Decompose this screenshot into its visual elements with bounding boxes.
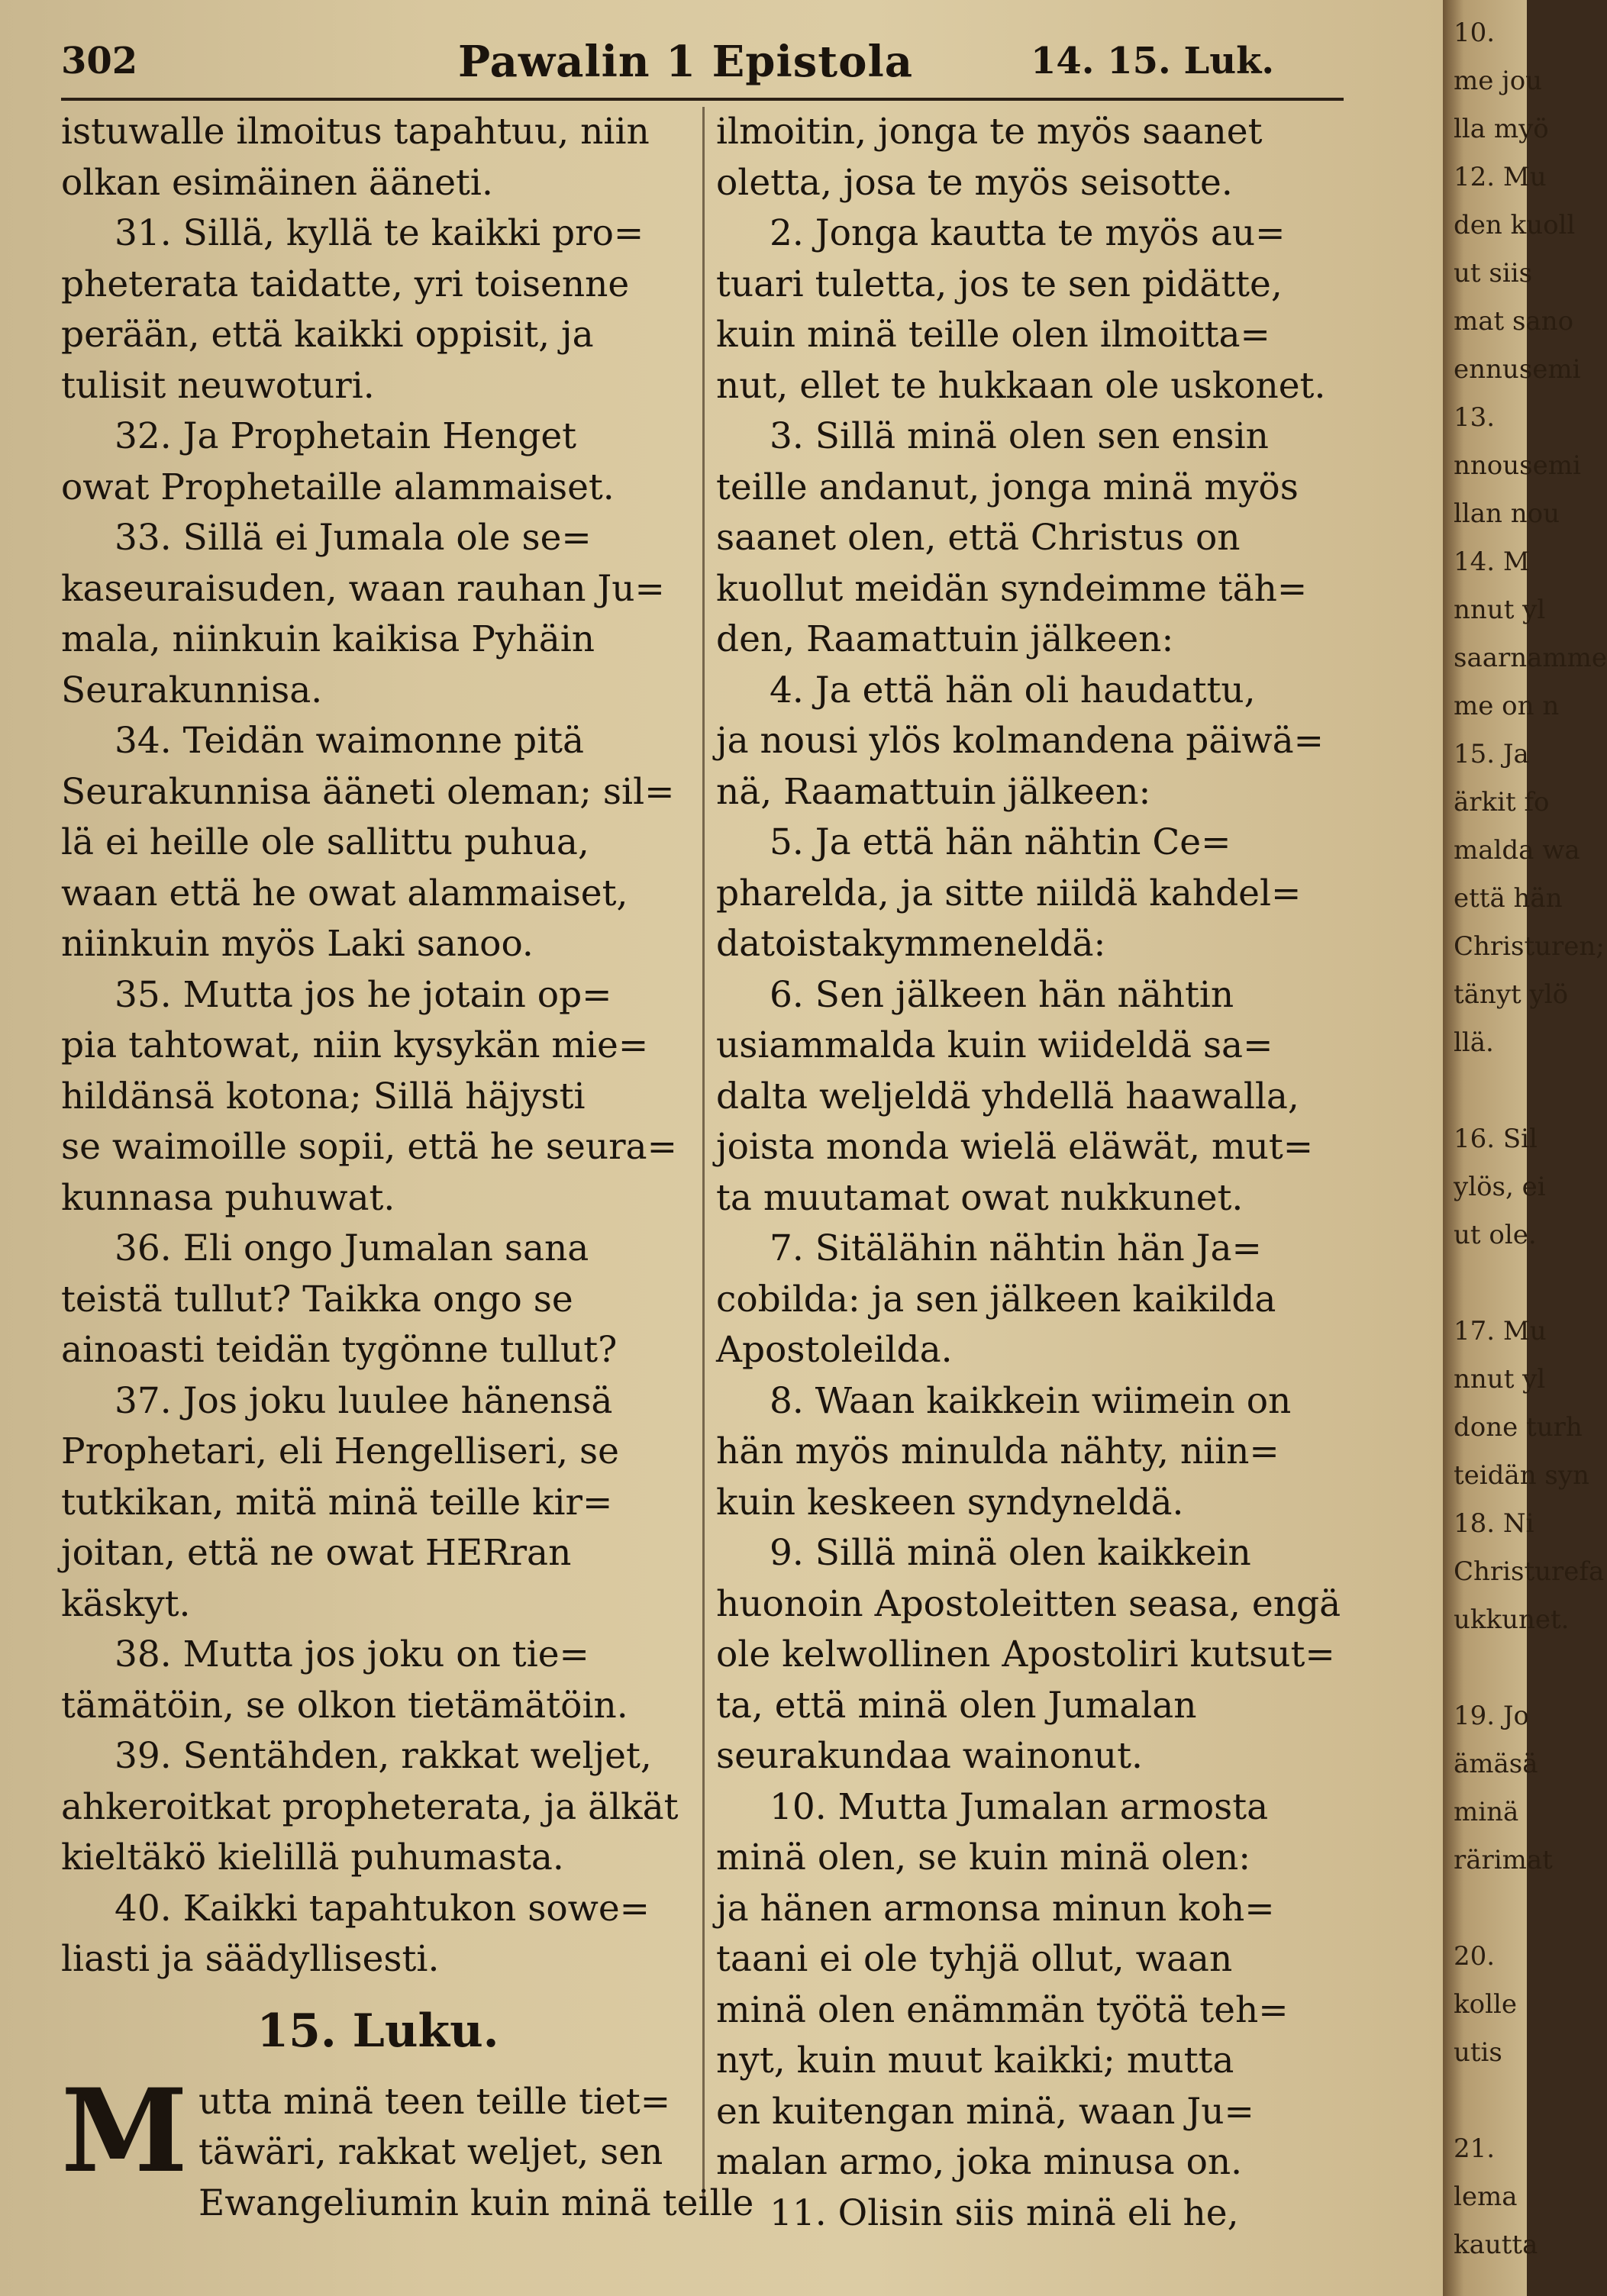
adjacent-page-fragment: llan nou	[1454, 498, 1560, 529]
text-line: täwäri, rakkat weljet, sen	[198, 2131, 663, 2173]
text-line: hän myös minulda nähty, niin=	[716, 1430, 1279, 1472]
text-line: malan armo, joka minusa on.	[716, 2141, 1243, 2183]
text-line: kuin keskeen syndyneldä.	[716, 1481, 1184, 1524]
text-line: käskyt.	[61, 1582, 191, 1625]
chapter-heading: 15. Luku.	[257, 2004, 499, 2058]
text-line: 35. Mutta jos he jotain op=	[115, 973, 612, 1016]
text-line: teistä tullut? Taikka ongo se	[61, 1278, 573, 1321]
adjacent-page-edge	[1443, 0, 1607, 2296]
text-line: datoistakymmeneldä:	[716, 923, 1106, 965]
text-line: den, Raamattuin jälkeen:	[716, 618, 1174, 660]
text-line: kunnasa puhuwat.	[61, 1176, 395, 1219]
chapter-opening	[61, 2063, 754, 2230]
text-line: pheterata taidatte, yri toisenne	[61, 263, 630, 305]
adjacent-page-fragment: 21.	[1454, 2133, 1496, 2164]
adjacent-page-fragment: 15. Ja	[1454, 739, 1529, 769]
column-divider	[702, 107, 705, 2214]
adjacent-page-fragment: mat sano	[1454, 306, 1574, 337]
adjacent-page-fragment: nnut yl	[1454, 595, 1546, 625]
text-line: 37. Jos joku luulee hänensä	[115, 1379, 613, 1422]
text-line: tuari tuletta, jos te sen pidätte,	[716, 263, 1283, 305]
text-line: 40. Kaikki tapahtukon sowe=	[115, 1887, 650, 1930]
text-line: 32. Ja Prophetain Henget	[115, 415, 577, 457]
adjacent-page-fragment: lema	[1454, 2182, 1518, 2212]
text-line: lä ei heille ole sallittu puhua,	[61, 821, 589, 863]
adjacent-page-fragment: ut siis	[1454, 258, 1533, 289]
text-line: Prophetari, eli Hengelliseri, se	[61, 1430, 619, 1472]
adjacent-page-fragment: 20.	[1454, 1941, 1496, 1972]
adjacent-page-fragment: utis	[1454, 2037, 1502, 2068]
text-line: en kuitengan minä, waan Ju=	[716, 2090, 1254, 2133]
text-line: usiammalda kuin wiideldä sa=	[716, 1024, 1273, 1066]
text-line: 33. Sillä ei Jumala ole se=	[115, 517, 592, 559]
adjacent-page-fragment: saarnamme	[1454, 643, 1607, 673]
text-line: cobilda: ja sen jälkeen kaikilda	[716, 1278, 1276, 1321]
adjacent-page-fragment: llä.	[1454, 1027, 1494, 1058]
text-line: 36. Eli ongo Jumalan sana	[115, 1227, 589, 1269]
adjacent-page-fragment: ämäsä	[1454, 1749, 1538, 1779]
text-line: nä, Raamattuin jälkeen:	[716, 770, 1151, 813]
text-line: ilmoitin, jonga te myös saanet	[716, 111, 1263, 153]
text-line: 8. Waan kaikkein wiimein on	[770, 1379, 1292, 1422]
text-line: ja hänen armonsa minun koh=	[716, 1887, 1275, 1930]
adjacent-page-fragment: 16. Sil	[1454, 1124, 1538, 1154]
adjacent-page-fragment: rärimat	[1454, 1845, 1553, 1875]
adjacent-page-fragment: nnut yl	[1454, 1364, 1546, 1395]
text-line: Seurakunnisa ääneti oleman; sil=	[61, 770, 675, 813]
text-line: 11. Olisin siis minä eli he,	[770, 2191, 1239, 2234]
text-line: 6. Sen jälkeen hän nähtin	[770, 973, 1234, 1016]
adjacent-page-fragment: 12. Mu	[1454, 162, 1547, 192]
adjacent-page-fragment: malda wa	[1454, 835, 1580, 866]
adjacent-page-fragment: ut ole.	[1454, 1220, 1537, 1250]
text-line: 31. Sillä, kyllä te kaikki pro=	[115, 212, 644, 254]
text-line: 39. Sentähden, rakkat weljet,	[115, 1735, 652, 1777]
text-line: ta muutamat owat nukkunet.	[716, 1176, 1244, 1219]
text-line: teille andanut, jonga minä myös	[716, 466, 1299, 508]
adjacent-page-fragment: ylös, ei	[1454, 1172, 1546, 1202]
text-line: taani ei ole tyhjä ollut, waan	[716, 1938, 1233, 1980]
text-line: ja nousi ylös kolmandena päiwä=	[716, 720, 1324, 762]
text-line: liasti ja säädyllisesti.	[61, 1938, 440, 1980]
text-line: 5. Ja että hän nähtin Ce=	[770, 821, 1231, 863]
text-line: huonoin Apostoleitten seasa, engä	[716, 1582, 1341, 1625]
text-line: se waimoille sopii, että he seura=	[61, 1126, 677, 1168]
text-line: utta minä teen teille tiet=	[198, 2080, 671, 2123]
text-line: ole kelwollinen Apostoliri kutsut=	[716, 1633, 1335, 1675]
adjacent-page-fragment: Christurefa	[1454, 1556, 1605, 1587]
text-line: Ewangeliumin kuin minä teille	[198, 2182, 754, 2224]
text-line: istuwalle ilmoitus tapahtuu, niin	[61, 111, 650, 153]
adjacent-page-fragment: 13.	[1454, 402, 1496, 433]
adjacent-page-fragment: 14. M	[1454, 547, 1530, 577]
adjacent-page-fragment: Christuren;	[1454, 931, 1605, 962]
left-column	[61, 107, 754, 2229]
text-line: 9. Sillä minä olen kaikkein	[770, 1532, 1251, 1574]
text-line: pharelda, ja sitte niildä kahdel=	[716, 872, 1302, 914]
text-line: saanet olen, että Christus on	[716, 517, 1241, 559]
adjacent-page-fragment: kolle	[1454, 1989, 1517, 2020]
adjacent-page-fragment: ukkunet.	[1454, 1604, 1570, 1635]
adjacent-page-fragment: minä	[1454, 1797, 1519, 1827]
adjacent-page-fragment: tänyt ylö	[1454, 979, 1569, 1010]
text-line: joitan, että ne owat HERran	[61, 1532, 572, 1574]
left-column-text	[61, 107, 695, 1985]
text-line: tutkikan, mitä minä teille kir=	[61, 1481, 613, 1524]
text-line: kieltäkö kielillä puhumasta.	[61, 1836, 564, 1878]
text-line: minä olen enämmän työtä teh=	[716, 1988, 1289, 2031]
text-line: nut, ellet te hukkaan ole uskonet.	[716, 364, 1326, 407]
adjacent-page-fragment: 10.	[1454, 18, 1496, 48]
running-header	[61, 31, 1344, 92]
text-line: 4. Ja että hän oli haudattu,	[770, 669, 1256, 711]
text-line: 10. Mutta Jumalan armosta	[770, 1785, 1269, 1828]
adjacent-page-fragment: teidän syn	[1454, 1460, 1589, 1491]
adjacent-page-fragment: me on n	[1454, 691, 1560, 721]
running-title: Pawalin 1 Epistola	[458, 37, 914, 87]
text-line: 7. Sitälähin nähtin hän Ja=	[770, 1227, 1262, 1269]
text-line: kuollut meidän syndeimme täh=	[716, 567, 1308, 610]
text-line: kaseuraisuden, waan rauhan Ju=	[61, 567, 665, 610]
text-line: nyt, kuin muut kaikki; mutta	[716, 2040, 1234, 2082]
text-line: 3. Sillä minä olen sen ensin	[770, 415, 1269, 457]
adjacent-page-fragment: 17. Mu	[1454, 1316, 1547, 1346]
text-line: ta, että minä olen Jumalan	[716, 1684, 1197, 1727]
adjacent-page-fragment: den kuoll	[1454, 210, 1576, 240]
text-line: Apostoleilda.	[716, 1329, 953, 1371]
text-line: pia tahtowat, niin kysykän mie=	[61, 1024, 649, 1066]
right-column-text	[716, 107, 1350, 2239]
text-line: Seurakunnisa.	[61, 669, 323, 711]
text-line: minä olen, se kuin minä olen:	[716, 1836, 1251, 1878]
text-line: tämätöin, se olkon tietämätöin.	[61, 1684, 628, 1727]
text-line: 2. Jonga kautta te myös au=	[770, 212, 1286, 254]
text-line: 34. Teidän waimonne pitä	[115, 720, 585, 762]
text-line: tulisit neuwoturi.	[61, 364, 375, 407]
text-line: seurakundaa wainonut.	[716, 1735, 1143, 1777]
text-line: ainoasti teidän tygönne tullut?	[61, 1329, 618, 1371]
text-line: owat Prophetaille alammaiset.	[61, 466, 615, 508]
adjacent-page-fragment: 19. Jo	[1454, 1701, 1529, 1731]
text-line: waan että he owat alammaiset,	[61, 872, 628, 914]
adjacent-page-fragment: me jou	[1454, 66, 1543, 96]
text-line: ahkeroitkat propheterata, ja älkät	[61, 1785, 679, 1828]
page-number: 302	[61, 40, 138, 82]
text-line: kuin minä teille olen ilmoitta=	[716, 314, 1270, 356]
adjacent-page-fragment: done turh	[1454, 1412, 1583, 1443]
chapter-reference: 14. 15. Luk.	[1031, 40, 1275, 82]
text-line: 38. Mutta jos joku on tie=	[115, 1633, 589, 1675]
drop-cap: M	[61, 2063, 189, 2198]
text-line: hildänsä kotona; Sillä häjysti	[61, 1075, 586, 1117]
text-line: perään, että kaikki oppisit, ja	[61, 314, 594, 356]
text-line: mala, niinkuin kaikisa Pyhäin	[61, 618, 595, 660]
adjacent-page-fragment: ärkit fo	[1454, 787, 1550, 817]
text-line: joista monda wielä eläwät, mut=	[716, 1126, 1314, 1168]
adjacent-page-fragment: että hän	[1454, 883, 1563, 914]
adjacent-page-fragment: nnousemi	[1454, 450, 1581, 481]
text-line: oletta, josa te myös seisotte.	[716, 161, 1233, 204]
right-column	[716, 107, 1350, 2239]
text-line: dalta weljeldä yhdellä haawalla,	[716, 1075, 1299, 1117]
text-line: niinkuin myös Laki sanoo.	[61, 923, 534, 965]
adjacent-page-fragment: ennusemi	[1454, 354, 1581, 385]
adjacent-page-fragment: kautta	[1454, 2230, 1538, 2260]
text-line: olkan esimäinen ääneti.	[61, 161, 493, 204]
adjacent-page-fragment: lla myö	[1454, 114, 1549, 144]
header-rule	[61, 98, 1344, 101]
adjacent-page-fragment: 18. Ni	[1454, 1508, 1534, 1539]
